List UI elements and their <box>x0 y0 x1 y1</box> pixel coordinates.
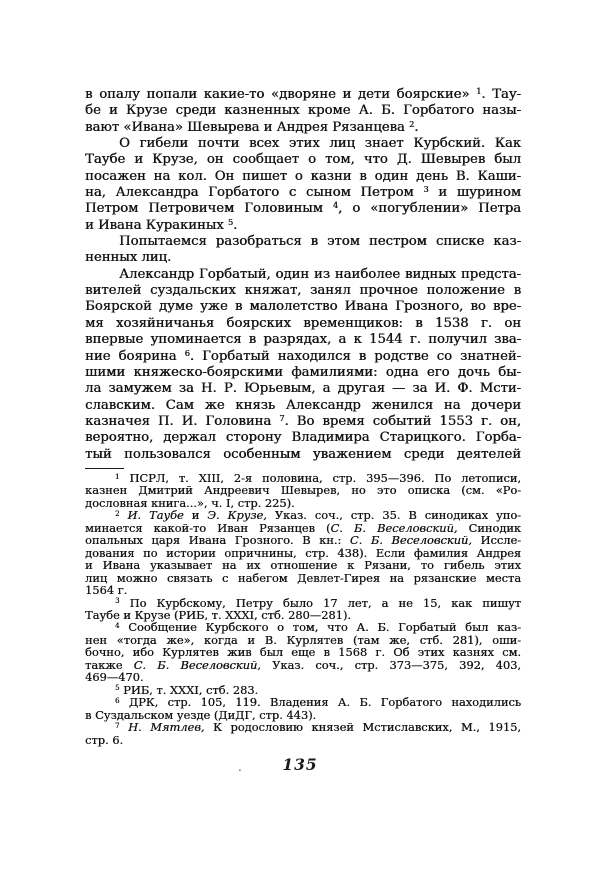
text-line <box>85 283 521 299</box>
text-segment: Петром Петровичем Головиным <box>85 201 333 217</box>
text-line <box>85 414 521 430</box>
text-segment: , о «погублении» Петра <box>338 201 521 217</box>
text-line <box>85 299 521 315</box>
footnote-marker: 3 <box>115 596 120 606</box>
text-segment: 1564 г. <box>85 583 128 598</box>
footnote-marker: 1 <box>115 471 120 481</box>
footnote-marker: 2 <box>408 118 415 129</box>
text-segment: Таубе и Крузе (РИБ, т. XXXI, стб. 280—281). <box>85 607 351 622</box>
text-segment: и Ивана указывает на их отношение к Рязани, то гибель этих <box>85 558 521 573</box>
text-line <box>85 103 521 119</box>
text-line <box>85 218 521 234</box>
text-line <box>85 721 521 733</box>
footnote <box>85 621 521 683</box>
text-segment: минается какой-то Иван Рязанцев ( <box>85 520 331 535</box>
text-line <box>85 365 521 381</box>
footnote-marker: 6 <box>184 347 190 358</box>
text-segment: на, Александра Горбатого с сыном Петром <box>85 185 424 201</box>
text-segment: ДРК, стр. 105, 119. Владения А. Б. Горбатого находились <box>119 695 521 710</box>
text-segment: 469—470. <box>85 670 144 685</box>
footnote-marker: 3 <box>423 184 429 195</box>
text-segment: Александр Горбатый, один из наиболее видных предста- <box>119 266 521 282</box>
text-segment: вероятно, держал сторону Владимира Старицкого. Горба- <box>85 430 521 446</box>
text-segment: ПСРЛ, т. XIII, 2-я половина, стр. 395—396. По летописи, <box>119 471 521 485</box>
text-segment: тый пользовался особенным уважением среди деятелей <box>85 446 521 462</box>
text-segment: также <box>85 657 134 672</box>
text-segment: вителей суздальских княжат, занял прочное положение в <box>85 283 521 299</box>
italic-text: С. Б. Веселовский, <box>133 657 261 672</box>
text-line <box>85 201 521 217</box>
text-line <box>85 349 521 365</box>
footnote <box>85 597 521 622</box>
text-line <box>85 169 521 185</box>
text-segment: опальных царя Ивана Грозного. В кн.: <box>85 533 350 548</box>
footnote-marker: 4 <box>115 621 120 631</box>
footnote <box>85 696 521 721</box>
scan-speck: . <box>238 760 242 774</box>
text-segment: . Горбатый находился в родстве со знатней- <box>189 348 521 364</box>
text-segment: казначея П. И. Головина <box>85 413 280 429</box>
text-segment: К родословию князей Мстиславских, М., 1915, <box>204 720 521 735</box>
text-segment: шими княжеско-боярскими фамилиями: одна его дочь бы- <box>85 364 521 380</box>
italic-text: Н. Мятлев, <box>128 720 205 735</box>
text-line <box>85 234 521 250</box>
text-segment: посажен на кол. Он пишет о казни в один день В. Каши- <box>85 168 521 184</box>
text-line <box>85 447 521 463</box>
text-line <box>85 250 521 266</box>
text-line <box>85 659 521 671</box>
text-segment: Иссле- <box>471 533 522 548</box>
text-segment: вают «Ивана» Шевырева и Андрея Рязанцева <box>85 119 409 135</box>
text-segment: стр. 6. <box>85 732 124 747</box>
footnote-marker: 4 <box>332 200 339 211</box>
text-segment: и шурином <box>428 185 521 201</box>
text-segment: Попытаемся разобраться в этом пестром списке каз- <box>119 234 521 250</box>
text-segment: Сообщение Курбского о том, что А. Б. Горбатый был каз- <box>119 620 521 635</box>
body-paragraph <box>85 267 521 463</box>
text-segment: О гибели почти всех этих лиц знает Курбский. Как <box>119 136 521 152</box>
footnote <box>85 509 521 596</box>
text-segment: ла замужем за Н. Р. Юрьевым, а другая — за И. Ф. Мсти- <box>85 381 521 397</box>
text-segment: По Курбскому, Петру было 17 лет, а не 15, как пишут <box>119 595 521 610</box>
footnote-marker: 5 <box>115 683 120 693</box>
text-line <box>85 87 521 103</box>
main-text <box>85 87 521 463</box>
text-segment: дования по истории опричнины, стр. 438). Если фамилия Андрея <box>85 545 521 560</box>
text-segment: лиц можно связать с набегом Девлет-Гирея на рязанские места <box>85 570 521 585</box>
text-segment: в Суздальском уезде (ДиДГ, стр. 443). <box>85 707 317 722</box>
text-segment: . Во время событий 1553 г. он, <box>284 413 521 429</box>
text-line <box>85 332 521 348</box>
text-segment: . <box>414 119 419 135</box>
text-line <box>85 267 521 283</box>
text-segment: Указ. соч., стр. 35. В синодиках упо- <box>266 508 521 523</box>
footnote-separator <box>85 468 124 469</box>
text-segment: ние боярина <box>85 348 185 364</box>
text-segment: ненных лиц. <box>85 250 172 266</box>
text-segment: и <box>183 508 208 523</box>
text-line <box>85 572 521 584</box>
page-number: 135 <box>282 755 318 774</box>
footnote-marker: 7 <box>279 412 285 423</box>
italic-text: С. Б. Веселовский, <box>330 520 458 535</box>
text-line <box>85 734 521 746</box>
italic-text: И. Таубе <box>127 508 184 523</box>
body-paragraph <box>85 136 521 234</box>
text-segment: Указ. соч., стр. 373—375, 392, 403, <box>260 657 521 672</box>
body-paragraph <box>85 87 521 136</box>
text-line <box>85 185 521 201</box>
italic-text: С. Б. Веселовский, <box>349 533 472 548</box>
text-segment: в опалу попали какие-то «дворяне и дети боярские» <box>85 87 477 102</box>
text-line <box>85 316 521 332</box>
footnote-marker: 7 <box>115 720 120 730</box>
text-segment: Таубе и Крузе, он сообщает о том, что Д. Шевырев был <box>85 152 521 168</box>
text-line <box>85 152 521 168</box>
text-line <box>85 136 521 152</box>
text-segment: РИБ, т. XXXI, стб. 283. <box>119 682 259 697</box>
text-segment: мя хозяйничанья боярских временщиков: в 1538 г. он <box>85 315 521 331</box>
text-segment: . Тау- <box>481 87 521 102</box>
text-segment: Боярской думе уже в малолетство Ивана Грозного, во вре- <box>85 299 521 315</box>
text-segment: казнен Дмитрий Андреевич Шевырев, но это описка (см. «Ро- <box>85 483 521 498</box>
text-segment: Синодик <box>457 520 522 535</box>
text-line <box>85 398 521 414</box>
text-line <box>85 381 521 397</box>
footnote-marker: 2 <box>115 508 120 518</box>
text-segment: бочно, ибо Курлятев жив был еще в 1568 г. Об этих казнях см. <box>85 645 521 660</box>
body-paragraph <box>85 234 521 267</box>
text-segment: впервые упоминается в разрядах, а к 1544 г. получил зва- <box>85 332 521 348</box>
italic-text: Э. Крузе, <box>207 508 267 523</box>
footnote <box>85 472 521 509</box>
text-line <box>85 430 521 446</box>
footnote <box>85 721 521 746</box>
text-segment: и Ивана Куракиных <box>85 217 228 233</box>
footnote-marker: 1 <box>476 86 482 97</box>
text-segment: бе и Крузе среди казненных кроме А. Б. Горбатого назы- <box>85 103 521 119</box>
text-segment: нен «тогда же», когда и В. Курлятев (там же, стб. 281), оши- <box>85 632 521 647</box>
footnote-marker: 5 <box>227 216 234 227</box>
footnote-marker: 6 <box>115 695 120 705</box>
footnotes <box>85 472 521 746</box>
text-segment: дословная книга...», ч. I, стр. 225). <box>85 495 295 510</box>
text-segment: славским. Сам же князь Александр женился на дочери <box>85 397 521 413</box>
text-segment: . <box>233 217 238 233</box>
text-line <box>85 120 521 136</box>
